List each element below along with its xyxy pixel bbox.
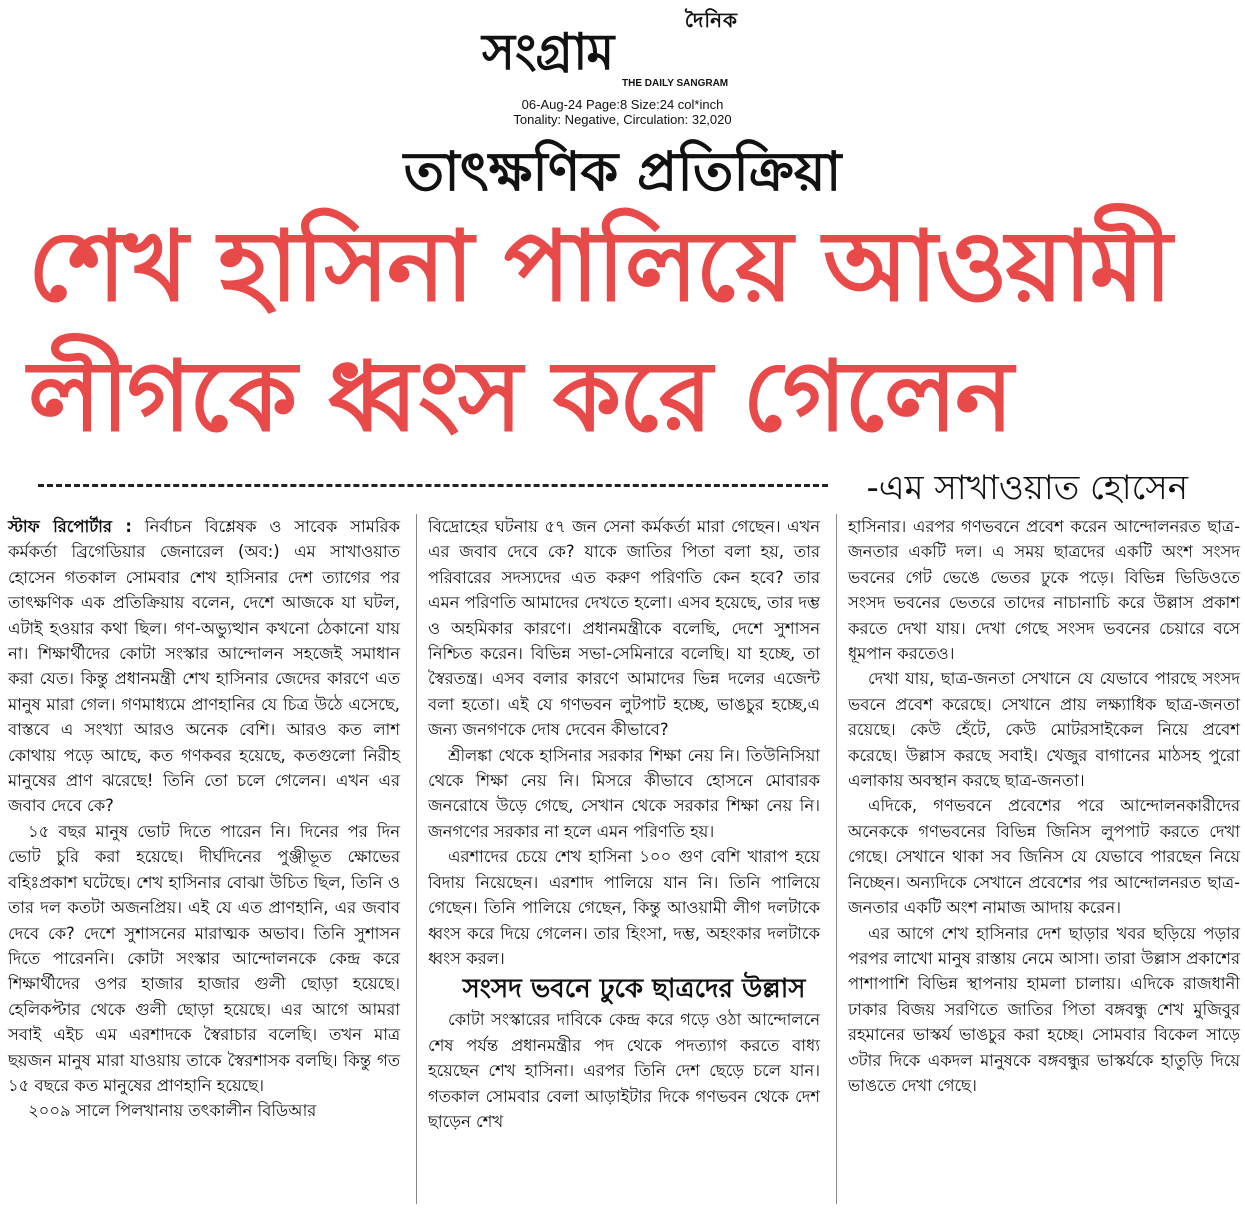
- article-kicker: তাৎক্ষণিক প্রতিক্রিয়া: [403, 139, 842, 203]
- paragraph: ১৫ বছর মানুষ ভোট দিতে পারেন নি। দিনের পর দিন ভোট চুরি করা হয়েছে। দীর্ঘদিনের পুঞ্জীভূত ক্ষোভের বহিঃপ্রকাশ ঘটেছে। শেখ হাসিনার বোঝা উচিত ছিল, তিনি ও তার দল কতটা অজনপ্রিয়। এই যে এত প্রাণহানি, এর জবাব দেবে কে? দেশে সুশাসনের মারাত্মক অভাব। তিনি সুশাসন দিতে পারেননি। কোটা সংস্কার আন্দোলনকে কেন্দ্র করে শিক্ষার্থীদের ওপর হাজার হাজার গুলী ছোড়া হয়েছে। হেলিকপ্টার থেকে গুলী ছোড়া হয়েছে। এর আগে আমরা সবাই এইচ এম এরশাদকে স্বৈরাচার বলেছি। তখন মাত্র ছয়জন মানুষ মারা যাওয়ায় তাকে স্বৈরশাসক বলছি। কিন্তু গত ১৫ বছরে কত মানুষের প্রাণহানি হয়েছে।: [8, 821, 400, 1095]
- headline-line-2: লীগকে ধ্বংস করে গেলেন: [28, 340, 1012, 454]
- paragraph: ২০০৯ সালে পিলখানায় তৎকালীন বিডিআর: [28, 1101, 317, 1121]
- paragraph: এর আগে শেখ হাসিনার দেশ ছাড়ার খবর ছড়িয়ে পড়ার পরপর লাখো মানুষ রাস্তায় নেমে আসা। তারা উল্লাস প্রকাশের পাশাপাশি বিভিন্ন স্থাপনায় হামলা চালায়। এদিকে রাজধানী ঢাকার বিজয় সরণিতে জাতির পিতা বঙ্গবন্ধু শেখ মুজিবুর রহমানের ভাস্কর্য ভাঙচুর করা হচ্ছে। সোমবার বিকেল সাড়ে ৩টার দিকে একদল মানুষকে বঙ্গবন্ধুর ভাস্কর্যকে হাতুড়ি দিয়ে ভাঙতে দেখা গেছে।: [848, 923, 1240, 1095]
- headline-line-1: শেখ হাসিনা পালিয়ে আওয়ামী: [28, 210, 1171, 324]
- paragraph: কোটা সংস্কারের দাবিকে কেন্দ্র করে গড়ে ওঠা আন্দোলনে শেষ পর্যন্ত প্রধানমন্ত্রীর পদ থেকে পদত্যাগ করতে বাধ্য হয়েছেন শেখ হাসিনা। এরপর তিনি দেশ ছেড়ে চলে যান। গতকাল সোমবার বেলা আড়াইটার দিকে গণভবন থেকে দেশ ছাড়েন শেখ: [428, 1010, 820, 1131]
- article-headline: [28, 202, 1218, 462]
- byline-row: [38, 466, 1218, 510]
- clip-meta-line2: Tonality: Negative, Circulation: 32,020: [513, 112, 732, 127]
- byline-name: এম সাখাওয়াত হোসেন: [878, 468, 1188, 508]
- masthead-daily-label: দৈনিক: [684, 8, 738, 32]
- article-column-1: [8, 514, 400, 1124]
- byline: -এম সাখাওয়াত হোসেন: [866, 468, 1188, 508]
- masthead-english: THE DAILY SANGRAM: [622, 78, 729, 89]
- paragraph: [8, 514, 400, 819]
- paragraph-text: নির্বাচন বিশ্লেষক ও সাবেক সামরিক কর্মকর্তা ব্রিগেডিয়ার জেনারেল (অব:) এম সাখাওয়াত হোসেন গতকাল সোমবার শেখ হাসিনার দেশ ত্যাগের পর তাৎক্ষণিক এক প্রতিক্রিয়ায় বলেন, দেশে আজকে যা ঘটল, এটাই হওয়ার কথা ছিল। গণ-অভ্যুত্থান কখনো ঠেকানো যায় না। শিক্ষার্থীদের কোটা সংস্কার আন্দোলন সহজেই সমাধান করা যেত। কিন্তু প্রধানমন্ত্রী শেখ হাসিনার জেদের কারণে এত মানুষ মারা গেল। গণমাধ্যমে প্রাণহানির যে চিত্র উঠে এসেছে, বাস্তবে এ সংখ্যা আরও অনেক বেশি। আরও কত লাশ কোথায় পড়ে আছে, কত গণকবর হয়েছে, কতগুলো নিরীহ মানুষের প্রাণ ঝরেছে! তিনি তো চলে গেলেন। এখন এর জবাব দেবে কে?: [8, 517, 401, 816]
- reporter-credit: স্টাফ রিপোর্টার :: [8, 517, 132, 536]
- dashed-divider: [38, 484, 828, 487]
- column-rule: [836, 514, 837, 1204]
- article-column-2: [428, 514, 820, 1134]
- clip-meta-line1: 06-Aug-24 Page:8 Size:24 col*inch: [521, 97, 724, 112]
- article-column-3: [848, 514, 1240, 1098]
- paragraph: এরশাদের চেয়ে শেখ হাসিনা ১০০ গুণ বেশি খারাপ হয়ে বিদায় নিয়েছেন। এরশাদ পালিয়ে যান নি। তিনি পালিয়ে গেছেন। তিনি পালিয়ে গেছেন, কিন্তু আওয়ামী লীগ দলটাকে ধ্বংস করে দিয়ে গেলেন। তার হিংসা, দম্ভ, অহংকার দলটাকে ধ্বংস করল।: [428, 847, 820, 968]
- section-subhead: সংসদ ভবনে ঢুকে ছাত্রদের উল্লাস: [462, 974, 806, 1005]
- paragraph: দেখা যায়, ছাত্র-জনতা সেখানে যে যেভাবে পারছে সংসদ ভবনে প্রবেশ করেছে। সেখানে প্রায় লক্ষ্যাধিক ছাত্র-জনতা রয়েছে। কেউ হেঁটে, কেউ মোটরসাইকেল নিয়ে প্রবেশ করেছে। উল্লাস করছে সবাই। খেজুর বাগানের মাঠসহ পুরো এলাকায় অবস্থান করছে ছাত্র-জনতা।: [848, 669, 1240, 791]
- column-rule: [416, 514, 417, 1204]
- paragraph: বিদ্রোহের ঘটনায় ৫৭ জন সেনা কর্মকর্তা মারা গেছেন। এখন এর জবাব দেবে কে? যাকে জাতির পিতা বলা হয়, তার পরিবারের সদস্যদের এত করুণ পরিণতি কেন হবে? তার এমন পরিণতি আমাদের দেখতে হলো। এসব হয়েছে, তার দম্ভ ও অহমিকার কারণে। প্রধানমন্ত্রীকে বলেছি, দেশে সুশাসন নিশ্চিত করেন। বিভিন্ন সভা-সেমিনারে বলেছি। যা হচ্ছে, তা স্বৈরতন্ত্র। এসব বলার কারণে আমাদের ভিন্ন দলের এজেন্ট বলা হতো। এই যে গণভবন লুটপাট হচ্ছে, ভাঙচুর হচ্ছে,এ জন্য জনগণকে দোষ দেবেন কীভাবে?: [428, 517, 820, 740]
- paragraph: এদিকে, গণভবনে প্রবেশের পরে আন্দোলনকারীদের অনেককে গণভবনের বিভিন্ন জিনিস লুপপাট করতে দেখা গেছে। সেখানে থাকা সব জিনিস যে যেভাবে পারছেন নিয়ে নিচ্ছেন। অন্যদিকে সেখানে প্রবেশের পর আন্দোলনরত ছাত্র-জনতার একটি অংশ নামাজ আদায় করেন।: [848, 796, 1240, 918]
- newspaper-masthead: [470, 4, 770, 92]
- masthead-title: সংগ্রাম: [482, 22, 614, 81]
- paragraph: হাসিনার। এরপর গণভবনে প্রবেশ করেন আন্দোলনরত ছাত্র-জনতার একটি দল। এ সময় ছাত্রদের একটি অংশ সংসদ ভবনের গেট ভেঙে ভেতর ঢুকে পড়ে। বিভিন্ন ভিডিওতে সংসদ ভবনের ভেতরে তাদের নাচানাচি করে উল্লাস প্রকাশ করতে দেখা যায়। দেখা গেছে সংসদ ভবনের চেয়ারে বসে ধূমপান করতেও।: [848, 517, 1240, 664]
- paragraph: শ্রীলঙ্কা থেকে হাসিনার সরকার শিক্ষা নেয় নি। তিউনিসিয়া থেকে শিক্ষা নেয় নি। মিসরে কীভাবে হোসনে মোবারক জনরোষে উড়ে গেছে, সেখান থেকে সরকার শিক্ষা নেয় নি। জনগণের সরকার না হলে এমন পরিণতি হয়।: [428, 745, 820, 841]
